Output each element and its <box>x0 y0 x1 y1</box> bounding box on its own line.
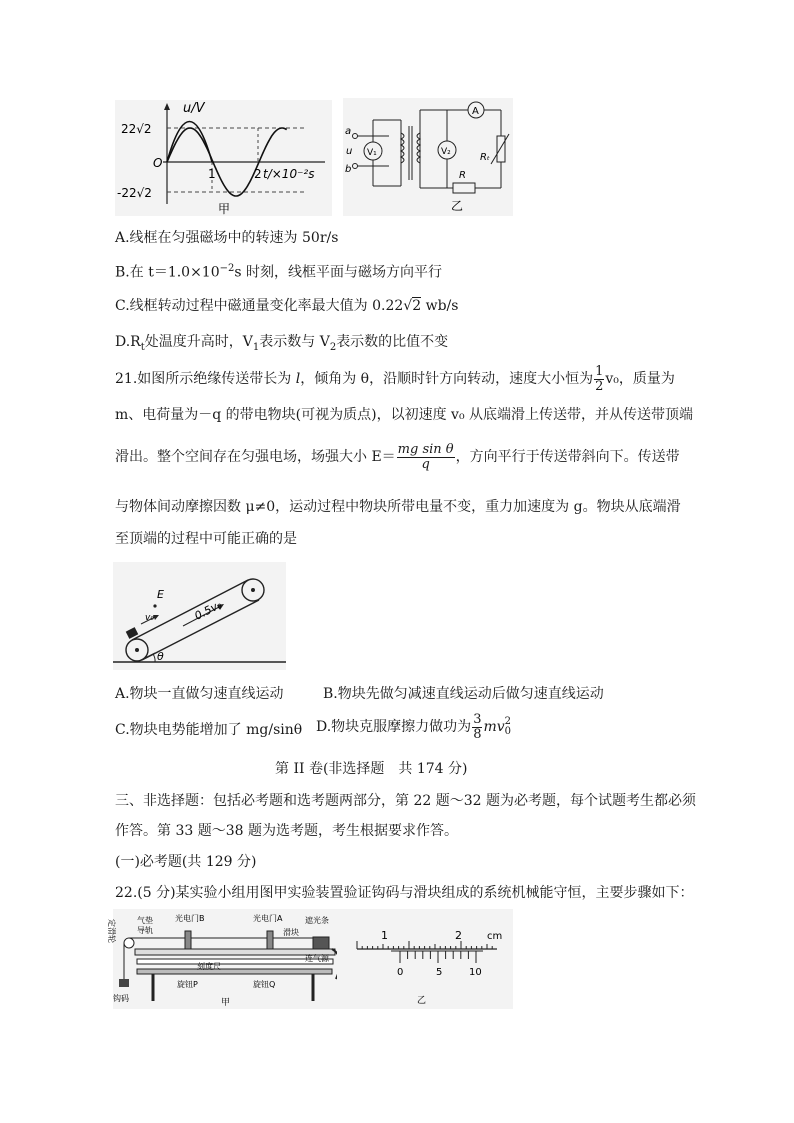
ac-voltage-graph-figure <box>115 100 332 216</box>
e-field-label: E <box>157 588 164 601</box>
terminal-b-label: b <box>345 164 352 175</box>
q20-option-d-sub1: 1 <box>252 341 260 353</box>
q21-line1-end: v₀，质量为 <box>605 371 675 387</box>
section-title: 第 II 卷(非选择题 共 174 分) <box>275 761 468 777</box>
sqrt-symbol: √ <box>403 298 413 314</box>
tick-1-label: 1 <box>208 167 216 181</box>
u-label: u <box>346 146 353 157</box>
transformer-circuit-figure <box>343 98 513 216</box>
vernier-5: 5 <box>436 967 443 978</box>
q21-option-a: A.物块一直做匀速直线运动 <box>115 686 284 702</box>
q20-option-b <box>115 259 442 283</box>
q21-length-symbol: l <box>295 371 301 387</box>
half-fraction <box>594 365 604 394</box>
q21-line1-mid: ，倾角为 θ，沿顺时针方向转动，速度大小恒为 <box>300 371 594 387</box>
q21-line1-start: 21.如图所示绝缘传送带长为 <box>115 371 296 387</box>
ammeter-label: A <box>472 106 479 117</box>
gate-b-label: 光电门B <box>175 914 205 923</box>
ac-voltage-graph <box>115 100 332 216</box>
main-scale-2: 2 <box>455 929 462 942</box>
q20-option-c-unit: wb/s <box>421 298 459 314</box>
origin-label: O <box>153 156 163 170</box>
q20-option-c <box>115 296 458 316</box>
half-fraction-den: 2 <box>595 378 604 394</box>
q20-option-d <box>115 332 448 358</box>
q21-line1 <box>115 364 675 394</box>
q20-option-d-mid1: 处温度升高时，V <box>144 334 253 350</box>
graph-caption: 甲 <box>218 202 231 216</box>
q20-option-d-sub-t: t <box>140 341 145 353</box>
vernier-scale-ticks <box>400 951 476 963</box>
rt-label: Rₜ <box>480 152 490 163</box>
q21-line3 <box>115 440 680 474</box>
theta-label: θ <box>157 650 164 663</box>
q22-line: 22.(5 分)某实验小组用图甲实验装置验证钩码与滑块组成的系统机械能守恒，主要步骤如下： <box>115 885 694 901</box>
q20-option-d-sub2: 2 <box>329 341 337 353</box>
y-max-label: 22√2 <box>121 122 152 136</box>
slider-label: 滑块 <box>283 928 299 937</box>
hook-weight-label: 钩码 <box>113 994 129 1003</box>
main-scale-1: 1 <box>381 929 388 942</box>
q21-option-d-text: D.物块克服摩擦力做功为 <box>316 719 472 735</box>
q21-option-b: B.物块先做匀减速直线运动后做匀速直线运动 <box>323 686 604 702</box>
track-label: 导轨 <box>137 926 153 935</box>
half-v0-label: 0.5v₀ <box>192 598 224 623</box>
resistor-r-label: R <box>459 170 466 181</box>
q20-option-a: A.线框在匀强磁场中的转速为 50r/s <box>115 230 339 246</box>
three-eighths-num: 3 <box>473 711 482 727</box>
air-label: 气垫 <box>137 916 153 925</box>
y-axis-label: u/V <box>183 101 205 116</box>
three-eighths-fraction <box>472 713 482 742</box>
superscript-2: 2 <box>504 716 512 727</box>
q21-line2: m、电荷量为－q 的带电物块(可视为质点)，以初速度 v₀ 从底端滑上传送带，并从传送带顶端 <box>115 407 694 423</box>
pulley-label: 定滑轮 <box>107 919 116 943</box>
q20-option-b-exponent: −2 <box>219 263 235 274</box>
circuit-caption: 乙 <box>451 199 464 213</box>
sqrt-radicand: 2 <box>412 298 422 314</box>
knob-p-label: 旋钮P <box>177 980 198 989</box>
part3-line1: 三、非选择题：包括必考题和选考题两部分，第 22 题～32 题为必考题，每个试题考生都必须 <box>115 793 696 809</box>
vernier-caliper <box>337 909 513 1009</box>
conveyor-belt-figure <box>113 562 286 670</box>
q21-line3-end: ，方向平行于传送带斜向下。传送带 <box>455 449 680 465</box>
v0-label: v₀ <box>145 613 154 623</box>
three-eighths-den: 8 <box>473 726 482 742</box>
q20-option-d-mid2: 表示数与 V <box>259 334 330 350</box>
air-source-label: 连气源 <box>305 954 329 963</box>
q21-option-c: C.物块电势能增加了 mg/sinθ <box>115 722 303 738</box>
vernier-0: 0 <box>397 967 404 978</box>
main-scale-ticks <box>357 941 492 949</box>
conveyor-belt-diagram <box>113 562 286 670</box>
y-min-label: -22√2 <box>117 186 152 200</box>
e-fraction-den: q <box>421 456 430 472</box>
e-fraction <box>397 443 455 472</box>
transformer-circuit <box>343 98 513 216</box>
terminal-a-label: a <box>345 126 352 137</box>
unit-label: cm <box>487 931 503 942</box>
q21-line4: 与物体间动摩擦因数 μ≠0，运动过程中物块所带电量不变，重力加速度为 g。物块从底端滑 <box>115 499 681 515</box>
vernier-caliper-figure <box>337 909 513 1009</box>
v1-meter-label: V₁ <box>367 148 377 158</box>
apparatus-caption: 甲 <box>221 998 231 1008</box>
q20-option-b-text: B.在 t＝1.0×10 <box>115 264 220 281</box>
q20-option-c-text: C.线框转动过程中磁通量变化率最大值为 0.22 <box>115 298 404 314</box>
vernier-10: 10 <box>469 967 482 978</box>
v0-squared-scripts <box>505 717 511 737</box>
tick-2-label: 2 <box>254 167 262 181</box>
shade-strip-label: 遮光条 <box>305 916 329 925</box>
e-fraction-num: mg sin θ <box>397 441 454 457</box>
required-title: (一)必考题(共 129 分) <box>115 854 257 870</box>
q21-option-d <box>316 710 511 744</box>
ruler-label: 刻度尺 <box>197 962 221 971</box>
v2-meter-label: V₂ <box>441 147 451 157</box>
air-track-apparatus-figure <box>107 909 337 1009</box>
q20-option-b-text-end: s 时刻，线框平面与磁场方向平行 <box>234 264 443 281</box>
caliper-caption: 乙 <box>417 996 427 1006</box>
air-track-apparatus <box>107 909 337 1009</box>
x-axis-label: t/×10⁻²s <box>263 167 315 181</box>
q20-option-d-end: 表示数的比值不变 <box>336 334 449 350</box>
q20-option-d-text: D.R <box>115 334 141 350</box>
mv-symbol: mv <box>483 719 505 735</box>
q21-line3-start: 滑出。整个空间存在匀强电场，场强大小 E＝ <box>115 449 396 465</box>
knob-q-label: 旋钮Q <box>253 980 276 989</box>
gate-a-label: 光电门A <box>253 914 283 923</box>
part3-line2: 作答。第 33 题～38 题为选考题，考生根据要求作答。 <box>115 823 458 839</box>
subscript-0: 0 <box>504 726 512 737</box>
half-fraction-num: 1 <box>595 363 604 379</box>
q21-line5: 至顶端的过程中可能正确的是 <box>115 531 297 547</box>
